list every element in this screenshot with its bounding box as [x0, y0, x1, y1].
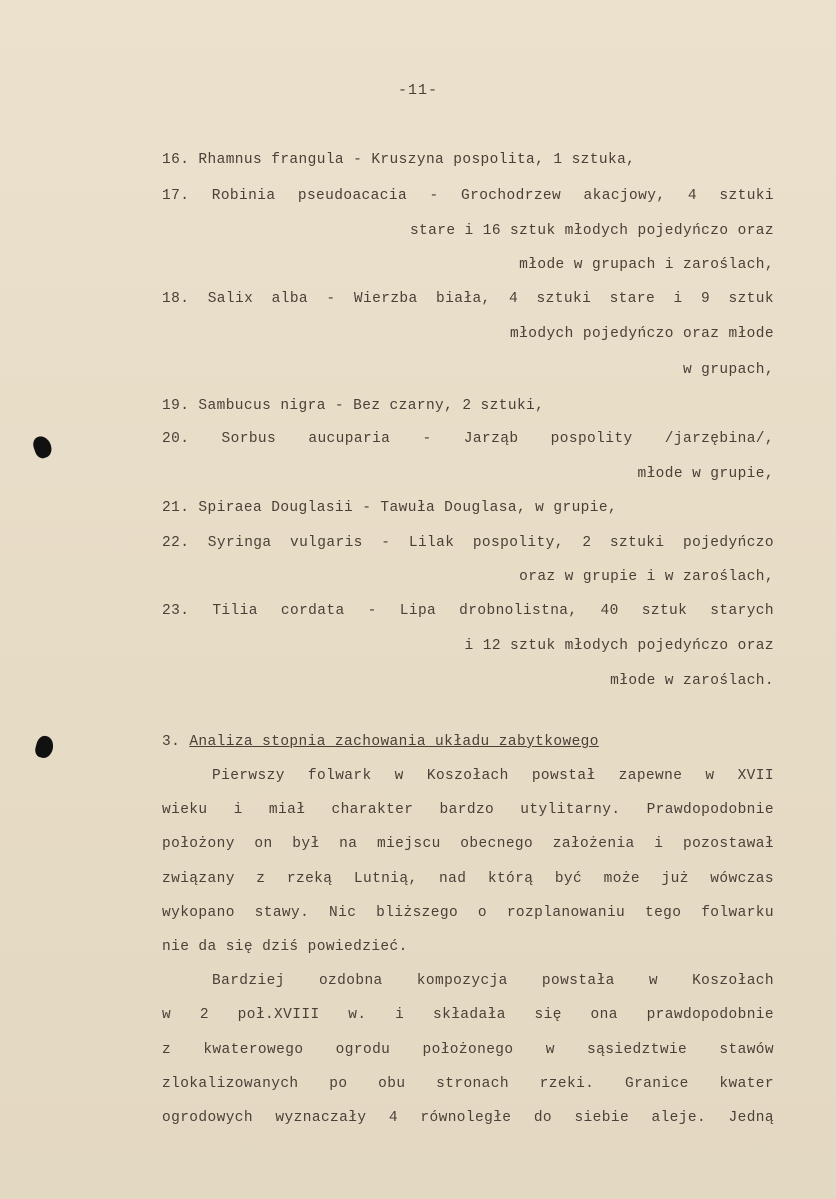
species-line: 22. Syringa vulgaris - Lilak pospolity, 2 sztuki pojedyńczo [162, 535, 774, 551]
species-line: w grupach, [682, 362, 774, 378]
paragraph-line: nie da się dziś powiedzieć. [162, 939, 408, 955]
section-number: 3. [162, 734, 181, 750]
paragraph-line: wykopano stawy. Nic bliższego o rozplanowaniu tego folwarku [162, 905, 774, 921]
species-line: młode w grupach i zaroślach, [519, 257, 774, 273]
species-line: 21. Spiraea Douglasii - Tawuła Douglasa, w grupie, [162, 500, 618, 516]
species-line: 19. Sambucus nigra - Bez czarny, 2 sztuki, [162, 398, 545, 414]
species-line: 23. Tilia cordata - Lipa drobnolistna, 40 sztuk starych [162, 603, 774, 619]
species-line: 20. Sorbus aucuparia - Jarząb pospolity /jarzębina/, [162, 431, 774, 447]
page-number: -11- [397, 82, 438, 99]
paragraph-line: Pierwszy folwark w Koszołach powstał zapewne w XVII [212, 768, 774, 784]
species-line: 17. Robinia pseudoacacia - Grochodrzew akacjowy, 4 sztuki [162, 188, 774, 204]
species-line: i 12 sztuk młodych pojedyńczo oraz [464, 638, 774, 654]
section-heading [162, 732, 599, 752]
paragraph-line: położony on był na miejscu obecnego założenia i pozostawał [162, 836, 774, 852]
species-line: oraz w grupie i w zaroślach, [519, 569, 774, 585]
paragraph-line: z kwaterowego ogrodu położonego w sąsiedztwie stawów [162, 1042, 774, 1058]
paragraph-line: ogrodowych wyznaczały 4 równoległe do siebie aleje. Jedną [162, 1110, 774, 1126]
species-line: młode w grupie, [637, 466, 774, 482]
paragraph-line: związany z rzeką Lutnią, nad którą być może już wówczas [162, 871, 774, 887]
punch-hole [33, 734, 55, 760]
paragraph-line: wieku i miał charakter bardzo utylitarny. Prawdopodobnie [162, 802, 774, 818]
species-line: młodych pojedyńczo oraz młode [510, 326, 774, 342]
paragraph-line: zlokalizowanych po obu stronach rzeki. Granice kwater [162, 1076, 774, 1092]
species-line: 16. Rhamnus frangula - Kruszyna pospolita, 1 sztuka, [162, 152, 636, 168]
section-title: Analiza stopnia zachowania układu zabytkowego [189, 734, 599, 750]
species-line: młode w zaroślach. [610, 673, 774, 689]
species-line: stare i 16 sztuk młodych pojedyńczo oraz [409, 223, 774, 239]
species-line: 18. Salix alba - Wierzba biała, 4 sztuki stare i 9 sztuk [162, 291, 774, 307]
punch-hole [31, 434, 54, 460]
paragraph-line: Bardziej ozdobna kompozycja powstała w Koszołach [212, 973, 774, 989]
paragraph-line: w 2 poł.XVIII w. i składała się ona prawdopodobnie [162, 1007, 774, 1023]
